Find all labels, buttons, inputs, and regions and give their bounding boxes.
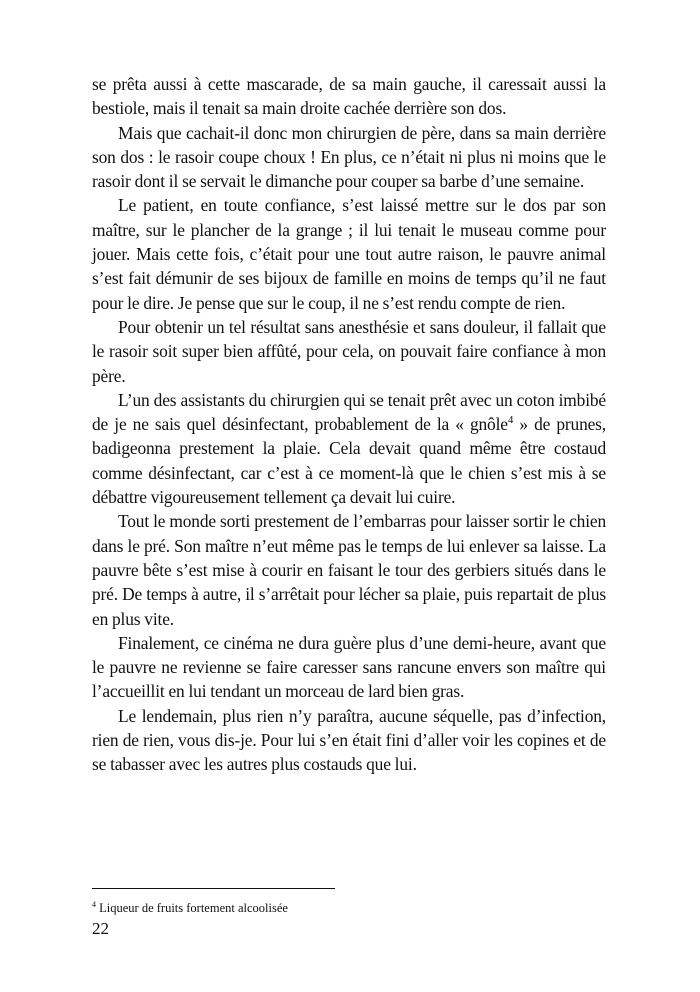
paragraph-5 [92, 388, 606, 509]
paragraph-4: Pour obtenir un tel résultat sans anesthésie et sans douleur, il fallait que le rasoir soit super bien affûté, pour cela, on pouvait faire confiance à mon père. [92, 316, 606, 386]
page-number: 22 [92, 919, 109, 938]
paragraph-5-before: L’un des assistants du chirurgien qui se tenait prêt avec un coton imbibé de je ne sais quel désinfectant, probablement de la « gnôle [92, 389, 606, 435]
paragraph-5-after: » de prunes, badigeonna prestement la plaie. Cela devait quand même être costaud comme désinfectant, car c’est à ce moment-là que le chien s’est mis à se débattre vigoureusement tellement ça devait lui cuire. [92, 414, 606, 508]
paragraph-3: Le patient, en toute confiance, s’est laissé mettre sur le dos par son maître, sur le plancher de la grange ; il lui tenait le museau comme pour jouer. Mais cette fois, c’était pour une tout autre raison, le pauvre animal s’est fait démunir de ses bijoux de famille en moins de temps qu’il ne faut pour le dire. Je pense que sur le coup, il ne s’est rendu compte de rien. [92, 195, 606, 313]
paragraph-6: Tout le monde sorti prestement de l’embarras pour laisser sortir le chien dans le pré. Son maître n’eut même pas le temps de lui enlever sa laisse. La pauvre bête s’est mise à courir en faisant le tour des gerbiers situés dans le pré. De temps à autre, il s’arrêtait pour lécher sa plaie, puis repartait de plus en plus vite. [92, 511, 606, 629]
paragraph-8: Le lendemain, plus rien n’y paraîtra, aucune séquelle, pas d’infection, rien de rien, vous dis-je. Pour lui s’en était fini d’aller voir les copines et de se tabasser avec les autres plus costauds que lui. [92, 705, 606, 775]
paragraph-2: Mais que cachait-il donc mon chirurgien de père, dans sa main derrière son dos : le rasoir coupe choux ! En plus, ce n’était ni plus ni moins que le rasoir dont il se servait le dimanche pour couper sa barbe d’une semaine. [92, 122, 606, 192]
footnote-reference: 4 [507, 414, 514, 427]
paragraph-1: se prêta aussi à cette mascarade, de sa main gauche, il caressait aussi la bestiole, mais il tenait sa main droite cachée derrière son dos. [92, 74, 606, 119]
footnote-divider [92, 888, 335, 889]
footnote-text: Liqueur de fruits fortement alcoolisée [96, 901, 288, 915]
paragraph-7: Finalement, ce cinéma ne dura guère plus d’une demi-heure, avant que le pauvre ne revienne se faire caresser sans rancune envers son maître qui l’accueillit en lui tendant un morceau de lard bien gras. [92, 632, 606, 702]
footnote-number: 4 [92, 899, 96, 909]
footnote [92, 900, 288, 916]
body-text [92, 72, 606, 777]
